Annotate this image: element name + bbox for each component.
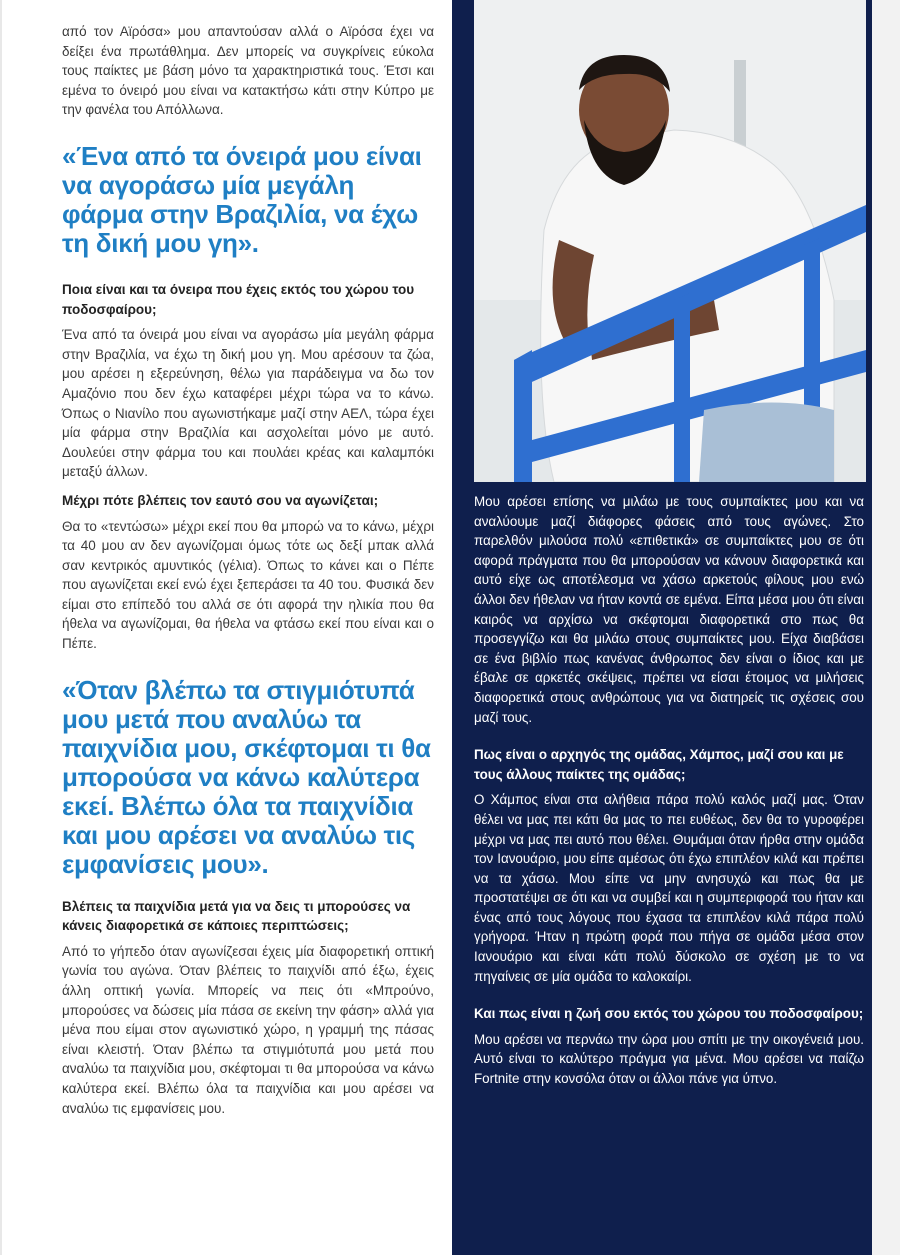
teammates-paragraph: Μου αρέσει επίσης να μιλάω με τους συμπαίκτες μου και να αναλύουμε μαζί διάφορες φάσεις από τους αγώνες. Στο παρελθόν μιλούσα πολύ «επιθετικά» σε συμπαίκτες μου σε ότι αφορά πράγματα που θα μπορούσαν να κάνουν διαφορετικά και αυτό είχε ως αποτέλεσμα να χάσω αρκετούς φίλους μου ενώ άλλοι δεν ήθελαν να ήταν κοντά σε εμένα. Είπα μέσα μου ότι είναι καιρός να αρχίσω να σκέφτομαι διαφορετικά στο πως θα προσεγγίζω και θα μιλάω στους συμπαίκτες μου. Είχα διαβάσει σε ένα βιβλίο πως κανένας άνθρωπος δεν είναι ο ίδιος και με έβαλε σε αρκετές σκέψεις, πρέπει να είσαι έτοιμος να μιλήσεις διαφορετικά στους ανθρώπους για να διατηρείς τις σχέσεις σου μαζί τους. (474, 494, 864, 725)
player-photo (474, 0, 866, 482)
page-edge-left (0, 0, 2, 1255)
intro-paragraph: από τον Αϊρόσα» μου απαντούσαν αλλά ο Αϊρόσα έχει να δείξει ένα πρωτάθλημα. Δεν μπορείς να συγκρίνεις εύκολα τους παίκτες με βάση μόνο τα χαρακτηριστικά τους. Έτσι και εμένα το όνειρό μου είναι να κατακτήσω κάτι στην Κύπρο με την φανέλα του Απόλλωνα. (62, 24, 434, 118)
interview-answer-review: Από το γήπεδο όταν αγωνίζεσαι έχεις μία διαφορετική οπτική γωνία του αγώνα. Όταν βλέπεις το παιχνίδι από έξω, έχεις άλλη οπτική γωνία. Μπορείς να πεις ότι «Μπρούνο, μπορούσες να δώσεις μία πάσα σε εκείνη την φάση» αλλά για μένα που είμαι στον αγωνιστικό χώρο, η γραμμή της πάσας είναι κλειστή. Όταν βλέπω τα στιγμιότυπά μου μετά που αναλύω τα παιχνίδια μου, σκέφτομαι τι θα μπορούσα να κάνω καλύτερα εκεί. Βλέπω όλα τα παιχνίδια και μου αρέσει να αναλύω τις εμφανίσεις μου. (62, 943, 434, 1116)
right-article-column (474, 492, 864, 1089)
page-edge-right (872, 0, 900, 1255)
interview-question-captain: Πως είναι ο αρχηγός της ομάδας, Χάμπος, μαζί σου και με τους άλλους παίκτες της ομάδας; (474, 747, 844, 782)
interview-question-life: Και πως είναι η ζωή σου εκτός του χώρου του ποδοσφαίρου; (474, 1006, 864, 1022)
player-portrait-photo-icon (474, 0, 866, 482)
left-article-column (62, 22, 434, 1242)
interview-question-career: Μέχρι πότε βλέπεις τον εαυτό σου να αγωνίζεται; (62, 492, 379, 508)
interview-answer-career: Θα το «τεντώσω» μέχρι εκεί που θα μπορώ να το κάνω, μέχρι τα 40 μου αν δεν αγωνίζομαι όμως τότε ως δεξί μπακ αλλά σαν κεντρικός αμυντικός (γέλια). Όπως το κάνει και ο Πέπε που αγωνίζεται εκεί ενώ έχει ξεπεράσει τα 40 του. Φυσικά δεν είμαι στο επίπεδό του αλλά σε ότι αφορά την ηλικία που θα ήθελα να αγωνίζομαι, θα ήθελα να φτάσω εκεί που είναι και ο Πέπε. (62, 518, 434, 652)
interview-answer-dreams: Ένα από τα όνειρά μου είναι να αγοράσω μία μεγάλη φάρμα στην Βραζιλία, να έχω τη δική μου γη. Μου αρέσουν τα ζώα, μου αρέσει η εξερεύνηση, θέλω για παράδειγμα να δω τον Αμαζόνιο που δεν έχω καταφέρει μέχρι τώρα να το κάνω. Όπως ο Νιανίλο που αγωνιστήκαμε μαζί στην ΑΕΛ, τώρα έχει μία φάρμα στην Βραζιλία και ασχολείται μόνο με αυτό. Δουλεύει στην φάρμα του και πουλάει κρέας και καλαμπόκι μεταξύ άλλων. (62, 327, 434, 480)
pull-quote-analysis: «Όταν βλέπω τα στιγμιότυπά μου μετά που αναλύω τα παιχνίδια μου, σκέφτομαι τι θα μπορούσα να κάνω καλύτερα εκεί. Βλέπω όλα τα παιχνίδια και μου αρέσει να αναλύω τις εμφανίσεις μου». (62, 674, 431, 879)
pull-quote-farm: «Ένα από τα όνειρά μου είναι να αγοράσω μία μεγάλη φάρμα στην Βραζιλία, να έχω τη δική μου γη». (62, 140, 422, 258)
interview-answer-life: Μου αρέσει να περνάω την ώρα μου σπίτι με την οικογένειά μου. Αυτό είναι το καλύτερο πράγμα για μένα. Μου αρέσει να παίζω Fortnite στην κονσόλα όταν οι άλλοι πάνε για ύπνο. (474, 1031, 864, 1087)
interview-question-dreams: Ποια είναι και τα όνειρα που έχεις εκτός του χώρου του ποδοσφαίρου; (62, 281, 415, 317)
interview-question-review: Βλέπεις τα παιχνίδια μετά για να δεις τι μπορούσες να κάνεις διαφορετικά σε κάποιες περιπτώσεις; (62, 898, 411, 934)
interview-answer-captain: Ο Χάμπος είναι στα αλήθεια πάρα πολύ καλός μαζί μας. Όταν θέλει να μας πει κάτι θα μας το πει ευθέως, δεν θα το γυροφέρει μέχρι να μας πει αυτό που θέλει. Θυμάμαι όταν ήρθα στην ομάδα τον Ιανουάριο, μου είπε αμέσως ότι έχω επιπλέον κιλά και πρέπει να τα χάσω. Μου είπε να μην ανησυχώ και πως θα με προστατέψει σε ότι και να συμβεί και η συμπεριφορά του ήταν και ένας από τους λόγους που έχασα τα επιπλέον κιλά πάρα πολύ γρήγορα. Ήταν η πρώτη φορά που πήγα σε ομάδα μέσα στον Ιανουάριο και είναι κάτι πολύ δύσκολο σε σχέση με το να πηγαίνεις σε μία ομάδα το καλοκαίρι. (474, 792, 864, 984)
